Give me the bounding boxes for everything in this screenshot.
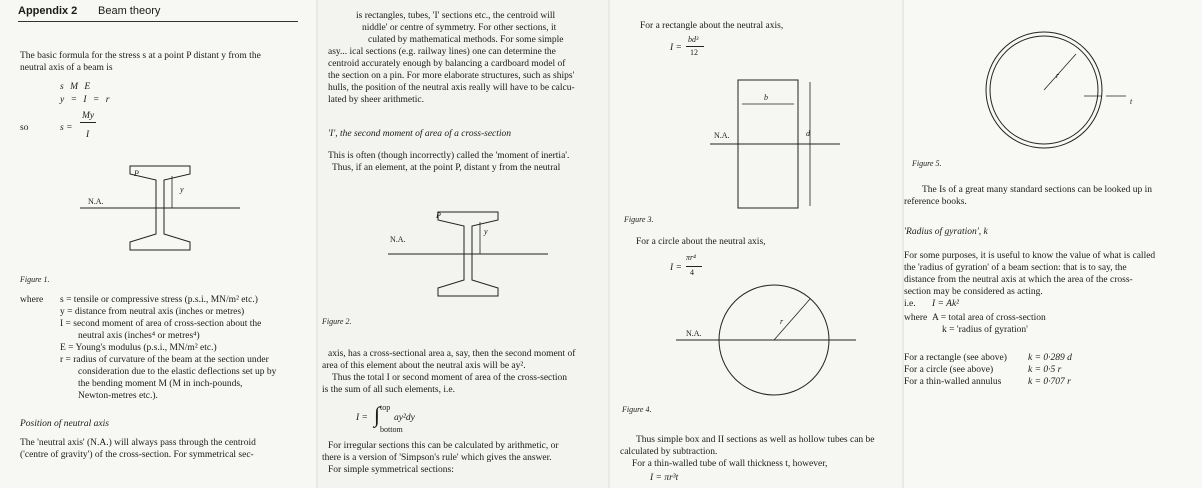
fig4-r-label: r — [780, 317, 784, 326]
equation-1-bottom: y = I = r — [60, 95, 112, 105]
p2-line-5: centroid accurately enough by balancing a cardboard model of — [328, 59, 566, 69]
fig2-p-label: P — [436, 211, 441, 220]
fig1-y-label: y — [180, 185, 184, 194]
p2-a-line-1: axis, has a cross-sectional area a, say, then the second moment of — [328, 349, 576, 359]
p2-a-line-3: Thus the total I or second moment of area of the cross-section — [332, 373, 568, 383]
integral-top: top — [380, 403, 391, 412]
def-y: y = distance from neutral axis (inches or metres) — [60, 307, 245, 317]
row-circle-label: For a circle (see above) — [904, 365, 994, 375]
equation-2-den: I — [86, 130, 90, 140]
def-r-cont-2: the bending moment M (M in inch-pounds, — [78, 379, 243, 389]
p4-line-1: The Is of a great many standard sections can be looked up in — [922, 185, 1153, 195]
integral-rhs: ay²dy — [394, 413, 415, 423]
p2-line-2: niddle' or centre of symmetry. For other sections, it — [362, 23, 557, 33]
def-r-cont-1: consideration due to the elastic deflections set up by — [78, 367, 277, 377]
row-circle-value: k = 0·5 r — [1028, 365, 1062, 375]
tube-figure-5 — [984, 28, 1134, 152]
body-line-2: ('centre of gravity') of the cross-section. For symmetrical sec- — [20, 450, 254, 460]
so-label: so — [20, 123, 29, 133]
def-r: r = radius of curvature of the beam at the section under — [60, 355, 269, 365]
page-3 — [610, 0, 902, 488]
integral-bottom: bottom — [380, 425, 403, 434]
p2-c-line-3: For simple symmetrical sections: — [328, 465, 454, 475]
def-i: I = second moment of area of cross-section about the — [60, 319, 262, 329]
ie-equation: I = Ak² — [932, 299, 960, 309]
fig5-t-label: t — [1130, 97, 1133, 106]
rect-eq-bar — [686, 46, 704, 47]
rect-eq-den: 12 — [690, 48, 698, 57]
intro-line-2: neutral axis of a beam is — [20, 63, 113, 73]
def-e: E = Young's modulus (p.s.i., MN/m² etc.) — [60, 343, 217, 353]
fig3-d-label: d — [806, 129, 810, 138]
heading-rule — [18, 21, 298, 22]
fig4-na-label: N.A. — [686, 329, 702, 338]
rect-eq-lhs: I = — [670, 43, 682, 53]
subheading-neutral-axis: Position of neutral axis — [20, 419, 109, 429]
p2-line-1: is rectangles, tubes, 'I' sections etc., the centroid will — [356, 11, 556, 21]
p2-line-4: asy... ical sections (e.g. railway lines) one can determine the — [328, 47, 556, 57]
fig3-b-label: b — [764, 93, 768, 102]
figure-1-caption: Figure 1. — [20, 275, 50, 284]
integral-lhs: I = — [356, 413, 368, 423]
intro-line-1: The basic formula for the stress s at a point P distant y from the — [20, 51, 261, 61]
appendix-label: Appendix 2 — [18, 5, 78, 17]
p2-a-line-2: area of this element about the neutral axis will be ay². — [322, 361, 526, 371]
def-s: s = tensile or compressive stress (p.s.i., MN/m² etc.) — [60, 295, 258, 305]
fig1-na-label: N.A. — [88, 197, 104, 206]
circle-eq-bar — [686, 266, 702, 267]
circle-eq-den: 4 — [690, 268, 694, 277]
figure-5-caption: Figure 5. — [912, 159, 942, 168]
p3-b-line-4: I = πr³t — [650, 473, 679, 483]
p3-line-1: For a rectangle about the neutral axis, — [640, 21, 784, 31]
p3-b-line-3: For a thin-walled tube of wall thickness t, however, — [632, 459, 828, 469]
ie-label: i.e. — [904, 299, 916, 309]
body-line-1: The 'neutral axis' (N.A.) will always pass through the centroid — [20, 438, 256, 448]
p2-m-line-2: Thus, if an element, at the point P, distant y from the neutral — [332, 163, 561, 173]
circle-figure-4 — [676, 282, 856, 398]
fig3-na-label: N.A. — [714, 131, 730, 140]
p4-m-line-4: section may be considered as acting. — [904, 287, 1043, 297]
i-beam-figure-2 — [388, 208, 548, 304]
p4-m-line-2: the 'radius of gyration' of a beam section: that is to say, the — [904, 263, 1127, 273]
page-heading: Beam theory — [98, 5, 161, 17]
fig2-y-label: y — [484, 227, 488, 236]
p2-a-line-4: is the sum of all such elements, i.e. — [322, 385, 455, 395]
row-rectangle-value: k = 0·289 d — [1028, 353, 1072, 363]
p4-where-label: where — [904, 313, 928, 323]
equation-2-num: My — [82, 111, 95, 121]
circle-eq-lhs: I = — [670, 263, 682, 273]
p2-line-7: hulls, the position of the neutral axis really will have to be calcu- — [328, 83, 575, 93]
where-label: where — [20, 295, 44, 305]
p2-m-line-1: This is often (though incorrectly) called the 'moment of inertia'. — [328, 151, 570, 161]
fig5-r-label: r — [1056, 71, 1060, 80]
figure-4-caption: Figure 4. — [622, 405, 652, 414]
def-k: k = 'radius of gyration' — [942, 325, 1028, 335]
rect-eq-num: bd³ — [688, 35, 699, 44]
p2-subheading: 'I', the second moment of area of a cross-section — [328, 129, 512, 139]
p3-line-2: For a circle about the neutral axis, — [636, 237, 766, 247]
p2-line-8: lated by sheer arithmetic. — [328, 95, 425, 105]
equation-1-top: s M E — [60, 82, 93, 92]
figure-2-caption: Figure 2. — [322, 317, 352, 326]
fig2-na-label: N.A. — [390, 235, 406, 244]
figure-3-caption: Figure 3. — [624, 215, 654, 224]
row-annulus-label: For a thin-walled annulus — [904, 377, 1002, 387]
row-rectangle-label: For a rectangle (see above) — [904, 353, 1007, 363]
rectangle-figure-3 — [710, 76, 840, 212]
p3-b-line-1: Thus simple box and II sections as well as hollow tubes can be — [636, 435, 875, 445]
p2-c-line-1: For irregular sections this can be calculated by arithmetic, or — [328, 441, 559, 451]
p4-line-2: reference books. — [904, 197, 967, 207]
p2-line-6: the section on a pin. For more elaborate structures, such as ships' — [328, 71, 575, 81]
p4-m-line-3: distance from the neutral axis at which the area of the cross- — [904, 275, 1133, 285]
p4-subheading: 'Radius of gyration', k — [904, 227, 988, 237]
page-1 — [0, 0, 316, 488]
def-a: A = total area of cross-section — [932, 313, 1046, 323]
circle-eq-num: πr⁴ — [686, 253, 696, 262]
p3-b-line-2: calculated by subtraction. — [620, 447, 718, 457]
integral-sign: ∫ — [374, 402, 381, 427]
row-annulus-value: k = 0·707 r — [1028, 377, 1071, 387]
def-i-cont: neutral axis (inches⁴ or metres⁴) — [78, 331, 200, 341]
fraction-bar — [80, 122, 96, 123]
equation-2-lhs: s = — [60, 123, 73, 133]
p2-c-line-2: there is a version of 'Simpson's rule' which gives the answer. — [322, 453, 552, 463]
fig1-p-label: P — [134, 169, 139, 178]
p4-m-line-1: For some purposes, it is useful to know the value of what is called — [904, 251, 1156, 261]
page-4 — [904, 0, 1202, 488]
p2-line-3: culated by mathematical methods. For some simple — [368, 35, 564, 45]
page-2 — [318, 0, 608, 488]
i-beam-figure-1 — [80, 162, 240, 260]
def-r-cont-3: Newton-metres etc.). — [78, 391, 158, 401]
